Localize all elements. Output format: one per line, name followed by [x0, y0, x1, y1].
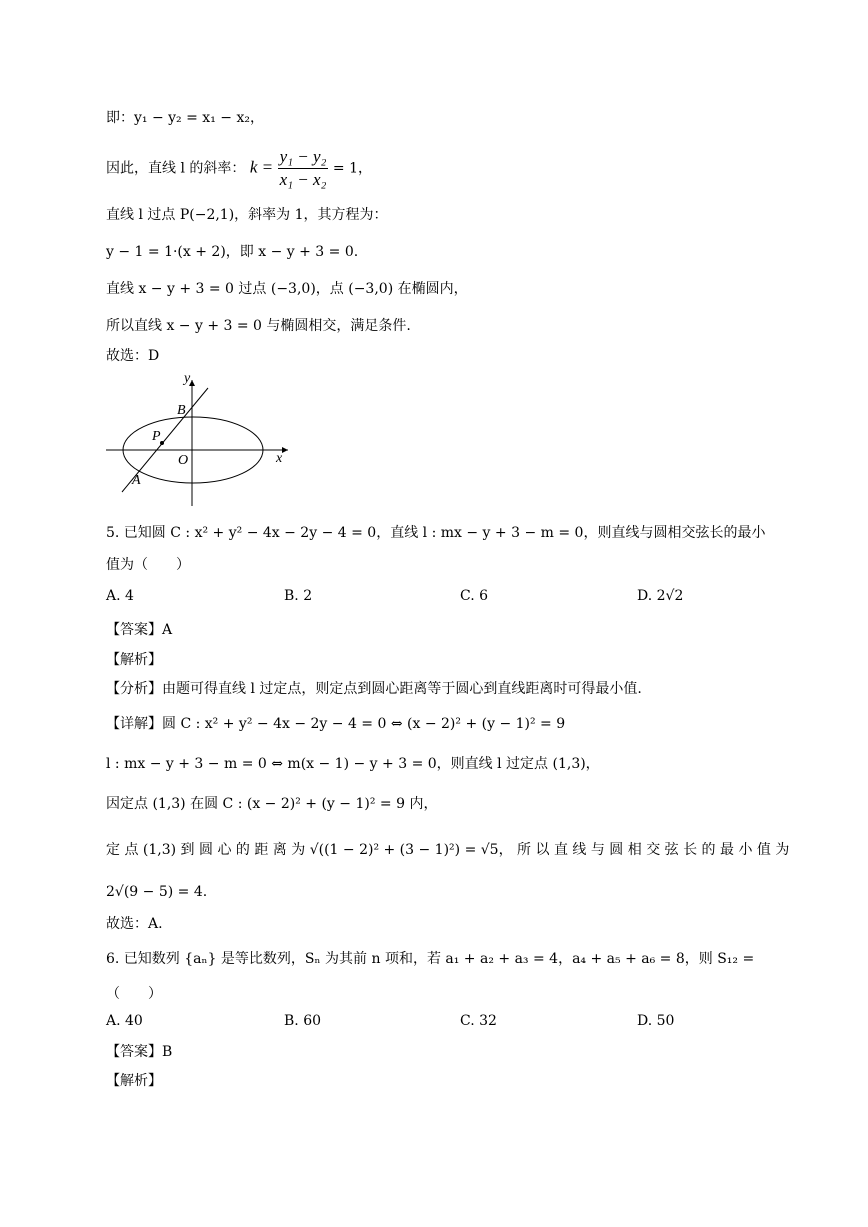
solution-text-6: 所以直线 x − y + 3 = 0 与椭圆相交，满足条件. [106, 318, 411, 334]
solution-text-4: y − 1 = 1·(x + 2)，即 x − y + 3 = 0. [106, 244, 359, 260]
point-p [160, 441, 164, 445]
solution-line-5 [106, 279, 468, 299]
q5-answer: 【答案】A [106, 622, 173, 638]
q6-option-d: D. 50 [637, 1013, 675, 1029]
slope-denominator: x₁ − x₂ [279, 170, 327, 189]
q5-detail-5: 2√(9 − 5) = 4. [106, 884, 208, 900]
q5-stem-line-2 [106, 555, 190, 575]
q6-jiexi: 【解析】 [106, 1073, 162, 1089]
label-b: B [177, 403, 186, 418]
q5-option-c: C. 6 [460, 588, 489, 604]
label-a: A [132, 473, 141, 488]
q5-detail-4: 定 点 (1,3) 到 圆 心 的 距 离 为 √((1 − 2)² + (3 − 1)²) = √5， 所 以 直 线 与 圆 相 交 弦 长 的 最 小 值 为 [106, 842, 790, 858]
slope-fraction [278, 146, 329, 191]
solution-line-7 [106, 346, 159, 366]
ellipse-figure [102, 370, 297, 510]
q5-stem-2: 值为（ ） [106, 557, 190, 573]
q5-choose: 故选：A. [106, 916, 163, 932]
q6-stem-1: 6. 已知数列 {aₙ} 是等比数列，Sₙ 为其前 n 项和，若 a₁ + a₂ + a₃ = 4，a₄ + a₅ + a₆ = 8，则 S₁₂ = [106, 951, 755, 967]
solution-text-5: 直线 x − y + 3 = 0 过点 (−3,0)，点 (−3,0) 在椭圆内， [106, 281, 468, 297]
slope-numerator: y₁ − y₂ [278, 146, 329, 169]
solution-text-3: 直线 l 过点 P(−2,1)，斜率为 1，其方程为： [106, 207, 388, 223]
solution-choice-d: 故选：D [106, 348, 160, 364]
q5-detail-1: 【详解】圆 C : x² + y² − 4x − 2y − 4 = 0 ⇔ (x − 2)² + (y − 1)² = 9 [106, 716, 566, 732]
q5-option-b: B. 2 [284, 588, 313, 604]
q5-stem-line-1 [106, 523, 765, 543]
x-label: x [276, 451, 283, 466]
q5-option-a: A. 4 [106, 588, 134, 604]
solution-line-3 [106, 205, 388, 225]
q6-answer: 【答案】B [106, 1044, 173, 1060]
slope-k: k = [249, 157, 274, 177]
solution-line-4 [106, 242, 358, 262]
q6-stem-line-1 [106, 949, 754, 969]
q5-option-d: D. 2√2 [637, 588, 684, 604]
y-label: y [184, 371, 191, 386]
q6-stem-2: （ ） [106, 986, 162, 1002]
q5-jiexi: 【解析】 [106, 652, 162, 668]
solution-line-2 [106, 146, 372, 191]
solution-line-1 [106, 108, 264, 128]
q6-stem-line-2 [106, 984, 162, 1004]
label-o: O [178, 453, 189, 468]
q6-option-a: A. 40 [106, 1013, 143, 1029]
solution-line-6 [106, 316, 411, 336]
slope-label: 因此，直线 l 的斜率： [106, 160, 246, 177]
q6-option-c: C. 32 [460, 1013, 497, 1029]
q5-stem-1: 5. 已知圆 C : x² + y² − 4x − 2y − 4 = 0，直线 l : mx − y + 3 − m = 0，则直线与圆相交弦长的最小 [106, 525, 766, 541]
solution-text-1: 即：y₁ − y₂ = x₁ − x₂， [106, 110, 264, 126]
q5-detail-3: 因定点 (1,3) 在圆 C : (x − 2)² + (y − 1)² = 9 内， [106, 796, 438, 812]
label-p: P [152, 429, 161, 444]
q5-detail-2: l : mx − y + 3 − m = 0 ⇔ m(x − 1) − y + 3 = 0，则直线 l 过定点 (1,3)， [106, 756, 600, 772]
slope-equals: = 1， [332, 160, 373, 177]
q5-fenxi: 【分析】由题可得直线 l 过定点，则定点到圆心距离等于圆心到直线距离时可得最小值. [106, 681, 642, 697]
q6-option-b: B. 60 [284, 1013, 322, 1029]
